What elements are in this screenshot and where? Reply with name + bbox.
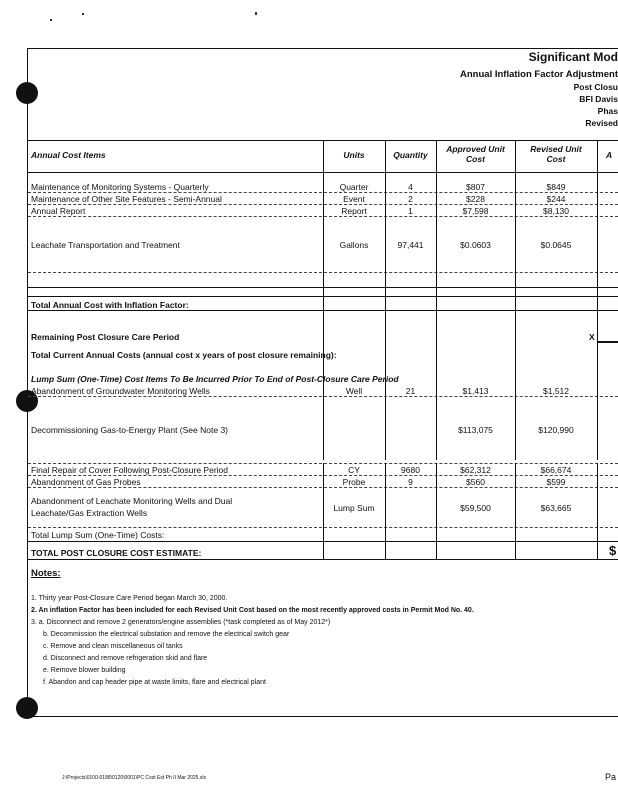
col-header-approved: Approved Unit Cost xyxy=(446,144,505,164)
col-header-item: Annual Cost Items xyxy=(31,150,106,160)
row-units: Report xyxy=(341,206,367,216)
lump-row-units: Well xyxy=(345,386,363,396)
lump-row-units: Lump Sum xyxy=(333,503,375,513)
col-header-quantity: Quantity xyxy=(393,150,428,160)
lump-sum-heading: Lump Sum (One-Time) Cost Items To Be Incurred Prior To End of Post-Closure Care Period xyxy=(31,374,399,384)
col-rule-clipped xyxy=(597,140,598,460)
row-item: Maintenance of Monitoring Systems - Quarterly xyxy=(31,182,209,192)
note-3c: c. Remove and clean miscellaneous oil tanks xyxy=(43,643,183,650)
row-item: Leachate Transportation and Treatment xyxy=(31,240,180,250)
lump-row-approved: $62,312 xyxy=(460,465,491,475)
row-revised: $849 xyxy=(546,182,566,192)
row-quantity: 97,441 xyxy=(397,240,424,250)
lump-row-units: Probe xyxy=(342,477,366,487)
row-approved: $807 xyxy=(466,182,485,192)
lump-row-revised: $63,665 xyxy=(540,503,572,513)
remaining-period-label: Remaining Post Closure Care Period xyxy=(31,332,180,342)
lump-row-item: Abandonment of Groundwater Monitoring Wells xyxy=(31,386,210,396)
footer-page-label: Pa xyxy=(605,772,617,782)
lump-row-approved: $1,413 xyxy=(462,386,489,396)
lump-row-quantity: 9680 xyxy=(401,465,420,475)
row-quantity: 2 xyxy=(408,194,413,204)
note-3f: f. Abandon and cap header pipe at waste limits, flare and electrical plant xyxy=(43,679,266,686)
header-line-2: BFI Davis xyxy=(579,94,618,104)
lump-row-revised: $66,674 xyxy=(540,465,572,475)
header-line-1: Post Closu xyxy=(573,82,618,92)
col-rule-clipped xyxy=(597,463,598,559)
footer-file-path: J:\Projects\0100-0188\0120\0001\PC Cost Est Ph II Mar 2025.xls xyxy=(62,775,206,781)
lump-row-units: CY xyxy=(348,465,360,475)
lump-row-item: Decommissioning Gas-to-Energy Plant (See Note 3) xyxy=(31,425,228,435)
x-mark-underline xyxy=(598,341,618,343)
x-mark: X xyxy=(589,332,595,342)
row-quantity: 4 xyxy=(408,182,413,192)
note-3e: e. Remove blower building xyxy=(43,667,126,674)
lump-row-quantity: 9 xyxy=(408,477,413,487)
document-title: Significant Mod xyxy=(528,50,618,64)
scan-speck xyxy=(255,12,257,15)
row-item: Annual Report xyxy=(31,206,86,216)
row-units: Gallons xyxy=(339,240,369,250)
row-approved: $0.0603 xyxy=(460,240,491,250)
note-3a: 3. a. Disconnect and remove 2 generators/engine assemblies (*task completed as of May 2012*) xyxy=(31,619,331,626)
lump-row-item-cont: Leachate/Gas Extraction Wells xyxy=(31,508,148,518)
row-rule xyxy=(28,559,618,560)
lump-row-quantity: 21 xyxy=(405,386,416,396)
col-header-revised: Revised Unit Cost xyxy=(530,144,582,164)
row-revised: $244 xyxy=(546,194,566,204)
page-top-border xyxy=(27,48,618,49)
lump-row-approved: $59,500 xyxy=(460,503,491,513)
lump-row-item: Abandonment of Gas Probes xyxy=(31,477,141,487)
row-revised: $8,130 xyxy=(543,206,569,216)
total-current-label: Total Current Annual Costs (annual cost x years of post closure remaining): xyxy=(31,350,337,360)
grand-total-value: $ xyxy=(609,543,617,558)
page-left-border xyxy=(27,48,28,716)
notes-title: Notes: xyxy=(31,568,61,579)
note-3d: d. Disconnect and remove refrigeration skid and flare xyxy=(43,655,208,662)
header-line-3: Phas xyxy=(597,106,618,116)
row-item: Maintenance of Other Site Features - Semi-Annual xyxy=(31,194,222,204)
lump-row-item: Final Repair of Cover Following Post-Closure Period xyxy=(31,465,228,475)
note-3b: b. Decommission the electrical substation and remove the electrical switch gear xyxy=(43,631,290,638)
row-units: Event xyxy=(343,194,365,204)
col-header-units: Units xyxy=(343,150,365,160)
row-approved: $228 xyxy=(466,194,485,204)
scan-speck xyxy=(50,19,52,21)
row-units: Quarter xyxy=(339,182,369,192)
row-approved: $7,598 xyxy=(462,206,489,216)
total-lump-label: Total Lump Sum (One-Time) Costs: xyxy=(31,530,165,540)
page-bottom-border xyxy=(27,716,618,717)
header-line-4: Revised xyxy=(585,118,618,128)
col-header-clipped: A xyxy=(606,150,613,160)
lump-row-approved: $113,075 xyxy=(458,425,493,435)
note-1: 1. Thirty year Post-Closure Care Period began March 30, 2000. xyxy=(31,595,228,602)
row-quantity: 1 xyxy=(408,206,413,216)
document-subtitle: Annual Inflation Factor Adjustment xyxy=(460,69,618,80)
grand-total-label: TOTAL POST CLOSURE COST ESTIMATE: xyxy=(31,548,202,558)
lump-row-revised: $599 xyxy=(546,477,566,487)
row-revised: $0.0645 xyxy=(540,240,572,250)
lump-row-revised: $1,512 xyxy=(543,386,569,396)
lump-row-revised: $120,990 xyxy=(538,425,574,435)
scan-speck xyxy=(82,13,84,15)
note-2: 2. An inflation Factor has been included for each Revised Unit Cost based on the most recently approved costs in Permit Mod No. 40. xyxy=(31,607,474,614)
lump-row-item: Abandonment of Leachate Monitoring Wells and Dual xyxy=(31,496,233,506)
lump-row-approved: $560 xyxy=(466,477,485,487)
total-annual-label: Total Annual Cost with Inflation Factor: xyxy=(31,300,189,310)
